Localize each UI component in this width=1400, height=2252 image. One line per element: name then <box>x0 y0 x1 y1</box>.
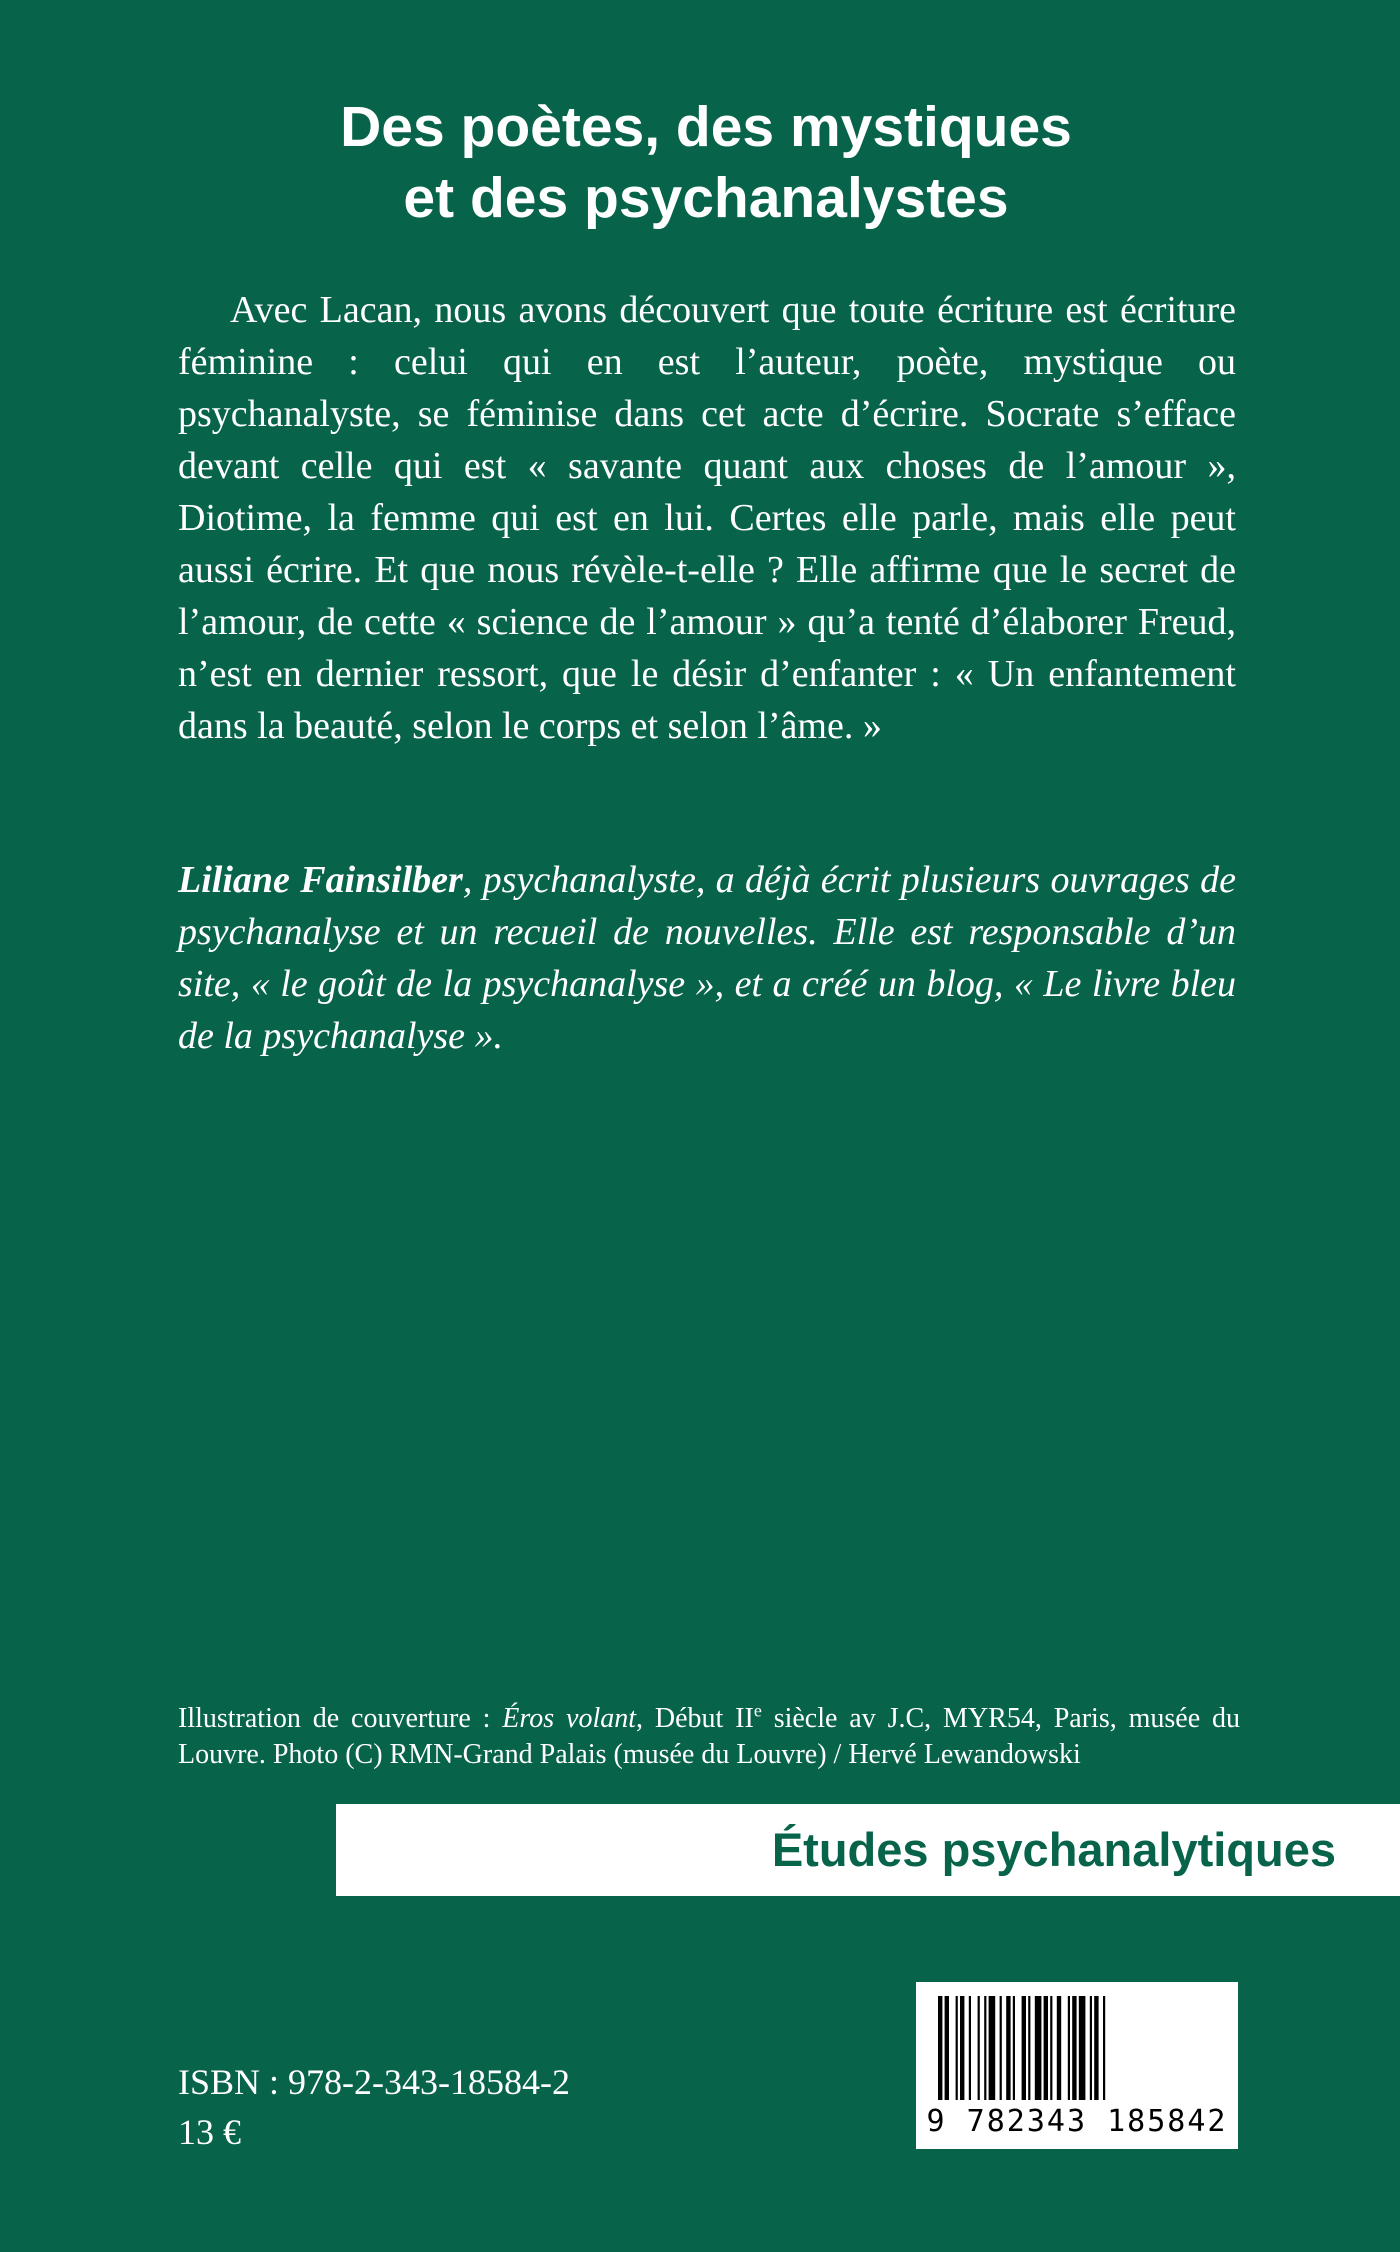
barcode-bar <box>1044 1996 1048 2100</box>
barcode-bar <box>1006 1996 1010 2100</box>
barcode-bar <box>1035 1996 1042 2100</box>
barcode-bar <box>1103 1996 1105 2100</box>
cover-illustration-credit <box>178 1701 1240 1773</box>
barcode-bar <box>956 1996 958 2100</box>
barcode-bar <box>960 1996 964 2100</box>
barcode-bar <box>1079 1996 1086 2100</box>
barcode-bar <box>1068 1996 1070 2100</box>
barcode-bar <box>1072 1996 1076 2100</box>
author-name: Liliane Fainsilber <box>178 859 463 901</box>
barcode-bar <box>1094 1996 1098 2100</box>
credit-suffix: siècle av J.C, MYR54, Paris, musée du Louvre. Photo (C) RMN-Grand Palais (musée du Louvre) / Hervé Lewandowski <box>178 1703 1241 1770</box>
barcode-bar <box>1057 1996 1061 2100</box>
collection-band <box>336 1804 1400 1896</box>
barcode-bar <box>1028 1996 1030 2100</box>
credit-artwork-title: Éros volant <box>502 1703 636 1734</box>
barcode-bar <box>1090 1996 1092 2100</box>
barcode-bar <box>1050 1996 1052 2100</box>
barcode-digits: 9 782343 185842 <box>926 2104 1228 2139</box>
price: 13 € <box>178 2112 241 2152</box>
author-bio-text: , psychanalyste, a déjà écrit plusieurs ouvrages de psychanalyse et un recueil de nouvelles. Elle est responsable d’un site, « le goût de la psychanalyse », et a créé un blog, « Le livre bleu de la psychanalyse ». <box>178 859 1236 1057</box>
book-title <box>180 92 1232 234</box>
collection-name: Études psychanalytiques <box>771 1823 1336 1876</box>
credit-prefix: Illustration de couverture : <box>178 1703 503 1734</box>
barcode <box>916 1982 1238 2149</box>
barcode-bar <box>1013 1996 1015 2100</box>
credit-superscript: e <box>753 1700 762 1721</box>
barcode-bar <box>969 1996 971 2100</box>
barcode-bar <box>989 1996 996 2100</box>
isbn: ISBN : 978-2-343-18584-2 <box>178 2062 570 2102</box>
barcode-bar <box>978 1996 980 2100</box>
barcode-bar <box>984 1996 986 2100</box>
barcode-bar <box>945 1996 949 2100</box>
author-bio <box>178 854 1236 1062</box>
barcode-bar <box>938 1996 942 2100</box>
book-title-line-1: Des poètes, des mystiques <box>340 95 1072 159</box>
book-title-line-2: et des psychanalystes <box>403 166 1009 230</box>
book-summary: Avec Lacan, nous avons découvert que toute écriture est écriture féminine : celui qui en est l’auteur, poète, mystique ou psychanalyste, se féminise dans cet acte d’écrire. Socrate s’efface devant celle qui est « savante quant aux choses de l’amour », Diotime, la femme qui est en lui. Certes elle parle, mais elle peut aussi écrire. Et que nous révèle-t-elle ? Elle affirme que le secret de l’amour, de cette « science de l’amour » qu’a tenté d’élaborer Freud, n’est en dernier ressort, que le désir d’enfanter : « Un enfantement dans la beauté, selon le corps et selon l’âme. » <box>178 289 1236 747</box>
barcode-bar <box>1022 1996 1026 2100</box>
barcode-bar <box>1000 1996 1002 2100</box>
credit-middle: , Début II <box>636 1703 754 1734</box>
